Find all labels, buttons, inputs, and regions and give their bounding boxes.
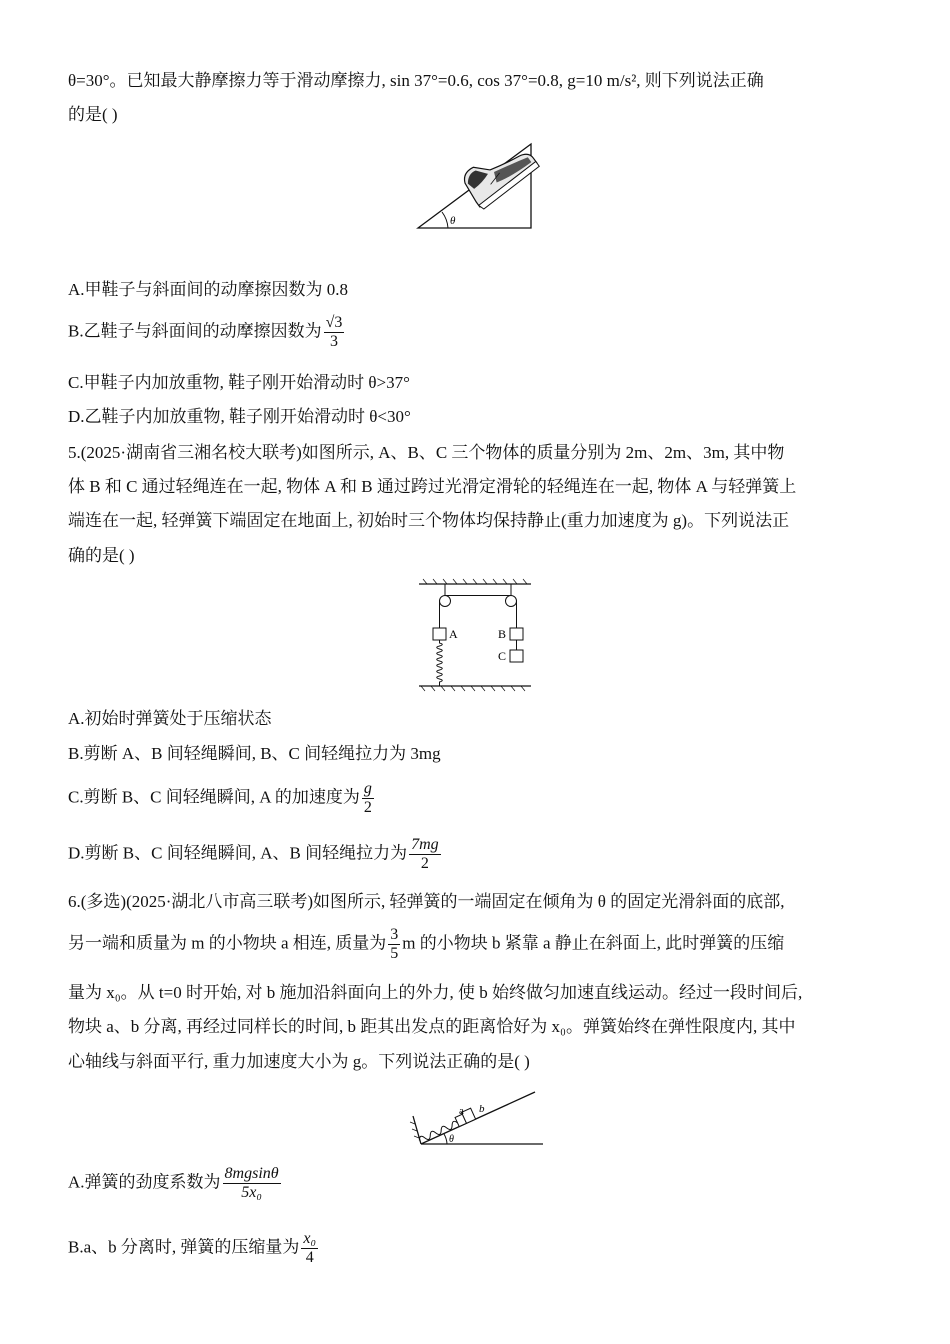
- q6-stem-line-5: 心轴线与斜面平行, 重力加速度大小为 g。下列说法正确的是( ): [68, 1052, 530, 1071]
- block-b: [510, 628, 523, 640]
- q6-stem-fraction: $\frac{3}{5}$: [390, 926, 399, 962]
- block-a: [433, 628, 446, 640]
- incline-angle-label: θ: [450, 215, 456, 227]
- q5-option-a: A.初始时弹簧处于压缩状态: [68, 709, 272, 728]
- q6-incline-angle-label: θ: [449, 1134, 454, 1145]
- shoe-icon: [459, 136, 541, 210]
- q6-block-b-label: b: [479, 1103, 485, 1115]
- q4-option-a: A.甲鞋子与斜面间的动摩擦因数为 0.8: [68, 280, 349, 299]
- q5-option-b: B.剪断 A、B 间轻绳瞬间, B、C 间轻绳拉力为 3mg: [68, 744, 441, 763]
- spring-icon: [437, 640, 443, 686]
- left-pulley-icon: [440, 596, 451, 607]
- block-a-label: A: [449, 627, 458, 641]
- block-c: [510, 650, 523, 662]
- shoe-on-incline-figure: [414, 136, 544, 236]
- q4-option-c: C.甲鞋子内加放重物, 鞋子刚开始滑动时 θ>37°: [68, 373, 410, 392]
- q6-stem-line-3: 量为 x₀。从 t=0 时开始, 对 b 施加沿斜面向上的外力, 使 b 始终做匀加速直线运动。经过一段时间后,: [68, 983, 803, 1002]
- q4-option-d: D.乙鞋子内加放重物, 鞋子刚开始滑动时 θ<30°: [68, 407, 411, 426]
- right-pulley-icon: [506, 596, 517, 607]
- q4-stem-line-2: 的是( ): [68, 105, 118, 124]
- q6-block-a-label: a: [459, 1105, 464, 1117]
- q4-option-b: B.乙鞋子与斜面间的动摩擦因数为 $\frac{√3}{3}$: [68, 314, 343, 350]
- q5-stem-line-2: 体 B 和 C 通过轻绳连在一起, 物体 A 和 B 通过跨过光滑定滑轮的轻绳连在一起, 物体 A 与轻弹簧上: [68, 477, 797, 496]
- q6-option-a: A.弹簧的劲度系数为 $\frac{8mgsin\theta}{\text{5x₀}}$: [68, 1165, 279, 1201]
- q5-stem-line-3: 端连在一起, 轻弹簧下端固定在地面上, 初始时三个物体均保持静止(重力加速度为 g)。下列说法正: [68, 511, 790, 530]
- spring-blocks-incline-figure: [407, 1086, 547, 1156]
- q5-stem-line-4: 确的是( ): [68, 546, 135, 565]
- q5-option-c-fraction: $\frac{g}{2}$: [363, 780, 372, 816]
- block-b-label: B: [498, 627, 507, 641]
- q5-option-d-fraction: $\frac{7mg}{2}$: [411, 836, 439, 872]
- q5-stem-line-1: 5.(2025·湖南省三湘名校大联考)如图所示, A、B、C 三个物体的质量分别为 2m、2m、3m, 其中物: [68, 443, 785, 462]
- pulley-spring-figure: [417, 578, 535, 696]
- q6-stem-line-1: 6.(多选)(2025·湖北八市高三联考)如图所示, 轻弹簧的一端固定在倾角为 θ 的固定光滑斜面的底部,: [68, 892, 785, 911]
- q4-option-b-fraction: $\frac{√3}{3}$: [325, 314, 343, 350]
- q6-option-a-fraction: $\frac{8mgsin\theta}{\text{5x₀}}$: [224, 1165, 279, 1201]
- q6-stem-line-2: 另一端和质量为 m 的小物块 a 相连, 质量为 $\frac{3}{5}$ m 的小物块 b 紧靠 a 静止在斜面上, 此时弹簧的压缩: [68, 926, 785, 962]
- q6-option-b-fraction: $\frac{\text{x₀}}{4}$: [303, 1230, 317, 1266]
- q5-option-d: D.剪断 B、C 间轻绳瞬间, A、B 间轻绳拉力为 $\frac{7mg}{2}$: [68, 836, 439, 872]
- block-c-label: C: [498, 649, 507, 663]
- q4-stem-line-1: θ=30°。已知最大静摩擦力等于滑动摩擦力, sin 37°=0.6, cos 37°=0.8, g=10 m/s², 则下列说法正确: [68, 71, 764, 90]
- q6-option-b: B.a、b 分离时, 弹簧的压缩量为 $\frac{\text{x₀}}{4}$: [68, 1230, 317, 1266]
- q5-option-c: C.剪断 B、C 间轻绳瞬间, A 的加速度为 $\frac{g}{2}$: [68, 780, 372, 816]
- q6-stem-line-4: 物块 a、b 分离, 再经过同样长的时间, b 距其出发点的距离恰好为 x₀。弹簧始终在弹性限度内, 其中: [68, 1017, 796, 1036]
